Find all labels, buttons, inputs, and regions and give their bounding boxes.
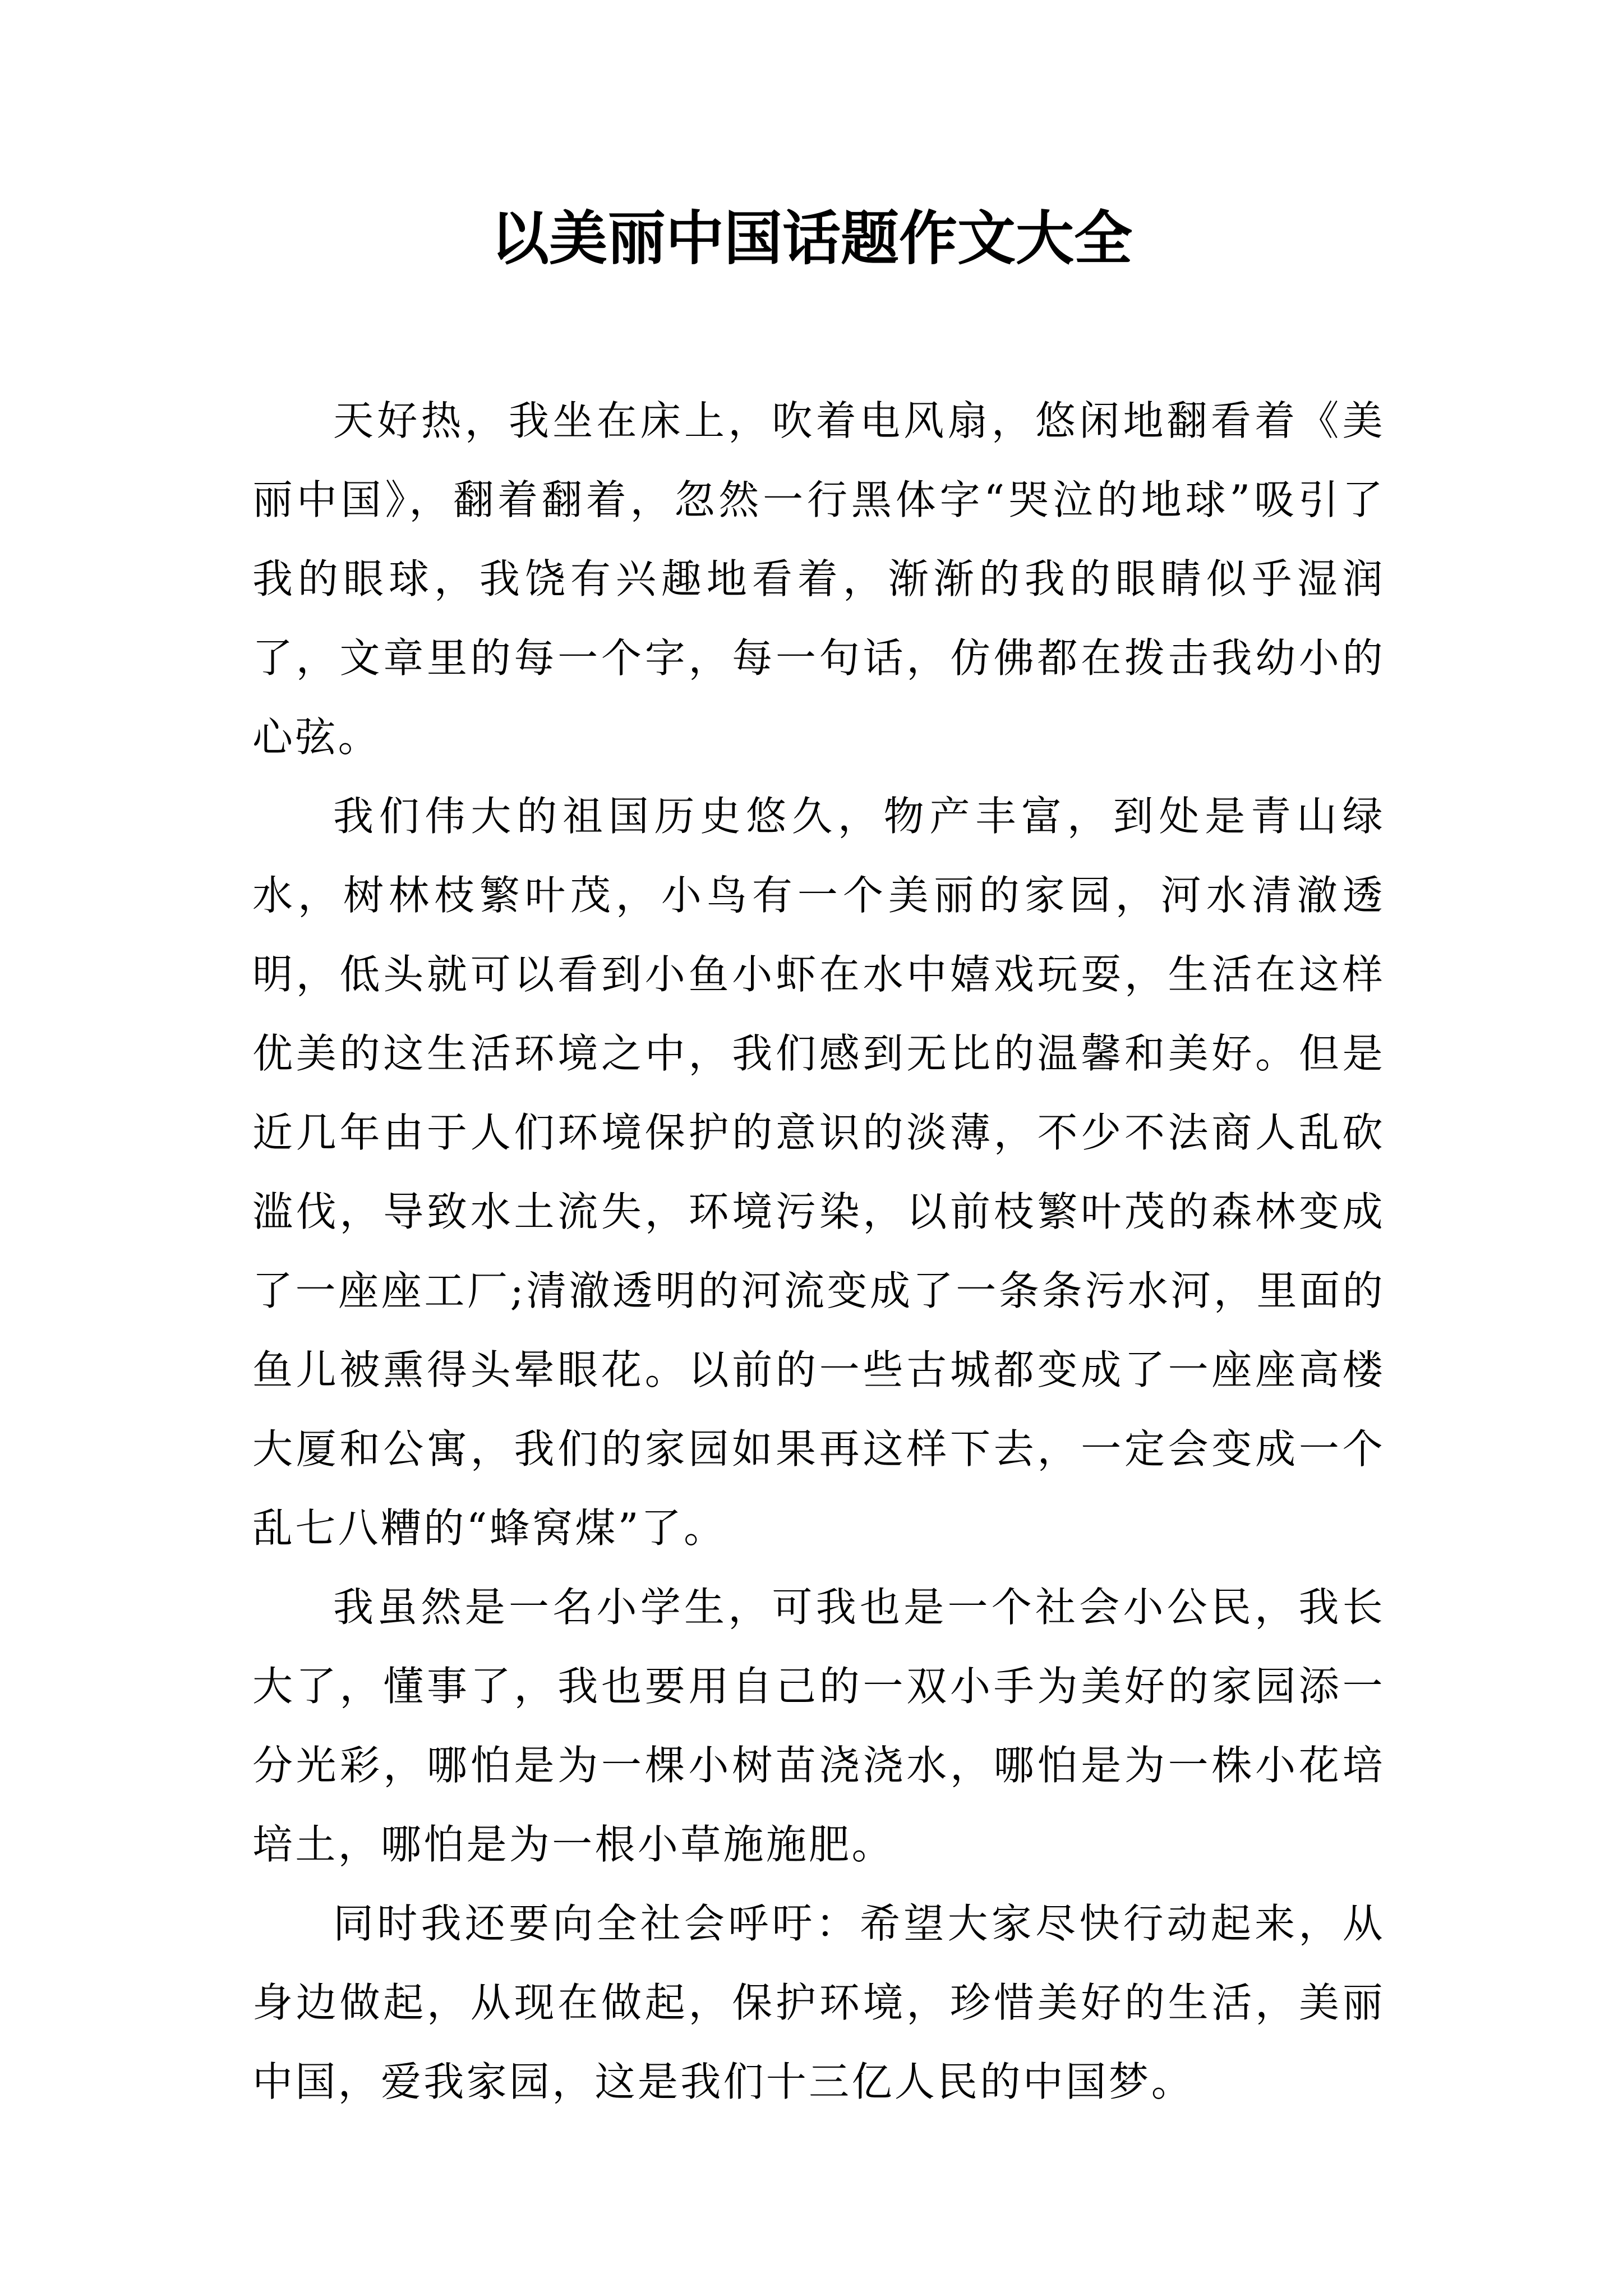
paragraph-1: 天好热，我坐在床上，吹着电风扇，悠闲地翻看着《美丽中国》，翻着翻着，忽然一行黑体字“哭泣的地球”吸引了我的眼球，我饶有兴趣地看着，渐渐的我的眼睛似乎湿润了，文章里的每一个字，每一句话，仿佛都在拨击我幼小的心弦。 [252, 397, 1385, 761]
paragraph-4: 同时我还要向全社会呼吁：希望大家尽快行动起来，从身边做起，从现在做起，保护环境，珍惜美好的生活，美丽中国，爱我家园，这是我们十三亿人民的中国梦。 [252, 1900, 1385, 2105]
document-title: 以美丽中国话题作文大全 [490, 204, 1132, 273]
paragraph-3: 我虽然是一名小学生，可我也是一个社会小公民，我长大了，懂事了，我也要用自己的一双小手为美好的家园添一分光彩，哪怕是为一棵小树苗浇浇水，哪怕是为一株小花培培土，哪怕是为一根小草施施肥。 [252, 1584, 1385, 1868]
paragraph-2: 我们伟大的祖国历史悠久，物产丰富，到处是青山绿水，树林枝繁叶茂，小鸟有一个美丽的家园，河水清澈透明，低头就可以看到小鱼小虾在水中嬉戏玩耍，生活在这样优美的这生活环境之中，我们感到无比的温馨和美好。但是近几年由于人们环境保护的意识的淡薄，不少不法商人乱砍滥伐，导致水土流失，环境污染，以前枝繁叶茂的森林变成了一座座工厂;清澈透明的河流变成了一条条污水河，里面的鱼儿被熏得头晕眼花。以前的一些古城都变成了一座座高楼大厦和公寓，我们的家园如果再这样下去，一定会变成一个乱七八糟的“蜂窝煤”了。 [252, 793, 1385, 1552]
document-body [252, 381, 1385, 2122]
